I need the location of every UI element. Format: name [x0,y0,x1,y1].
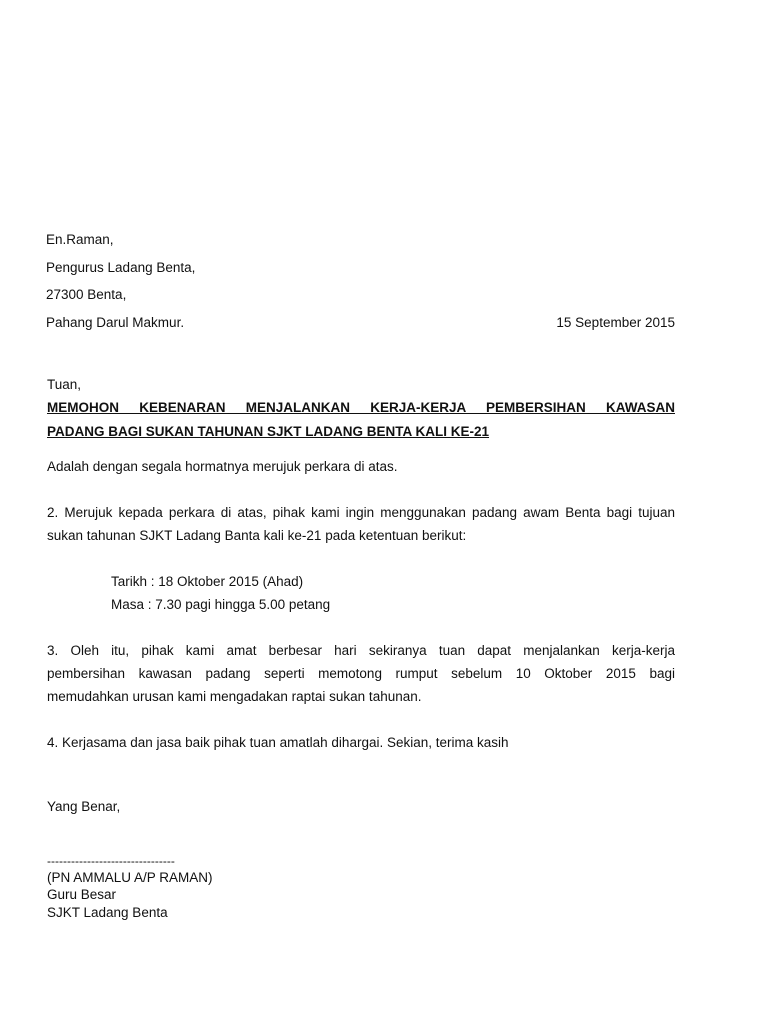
subject-line-2: PADANG BAGI SUKAN TAHUNAN SJKT LADANG BENTA KALI KE-21 [47,424,490,439]
salutation: Tuan, [47,377,82,392]
letter-date: 15 September 2015 [556,315,675,330]
paragraph-2-line-1: 2. Merujuk kepada perkara di atas, pihak kami ingin menggunakan padang awam Benta bagi tujuan [47,505,675,520]
signer-school: SJKT Ladang Benta [47,905,168,920]
recipient-position: Pengurus Ladang Benta, [46,260,196,275]
paragraph-3-line-3: memudahkan urusan kami mengadakan raptai sukan tahunan. [47,689,422,704]
recipient-name: En.Raman, [46,232,114,247]
paragraph-2-line-2: sukan tahunan SJKT Ladang Banta kali ke-21 pada ketentuan berikut: [47,528,467,543]
event-date: Tarikh : 18 Oktober 2015 (Ahad) [111,574,304,589]
signature-line: -------------------------------- [47,854,175,868]
intro-paragraph: Adalah dengan segala hormatnya merujuk perkara di atas. [47,459,398,474]
recipient-state: Pahang Darul Makmur. [46,315,185,330]
paragraph-3-line-1: 3. Oleh itu, pihak kami amat berbesar hari sekiranya tuan dapat menjalankan kerja-kerja [47,643,675,658]
signer-title: Guru Besar [47,887,117,902]
valediction: Yang Benar, [47,799,121,814]
event-time: Masa : 7.30 pagi hingga 5.00 petang [111,597,331,612]
paragraph-3-line-2: pembersihan kawasan padang seperti memotong rumput sebelum 10 Oktober 2015 bagi [47,666,675,681]
signer-name: (PN AMMALU A/P RAMAN) [47,870,213,885]
subject-line-1: MEMOHON KEBENARAN MENJALANKAN KERJA-KERJA PEMBERSIHAN KAWASAN [47,400,675,415]
recipient-postcode-city: 27300 Benta, [46,287,127,302]
paragraph-4: 4. Kerjasama dan jasa baik pihak tuan amatlah dihargai. Sekian, terima kasih [47,735,509,750]
